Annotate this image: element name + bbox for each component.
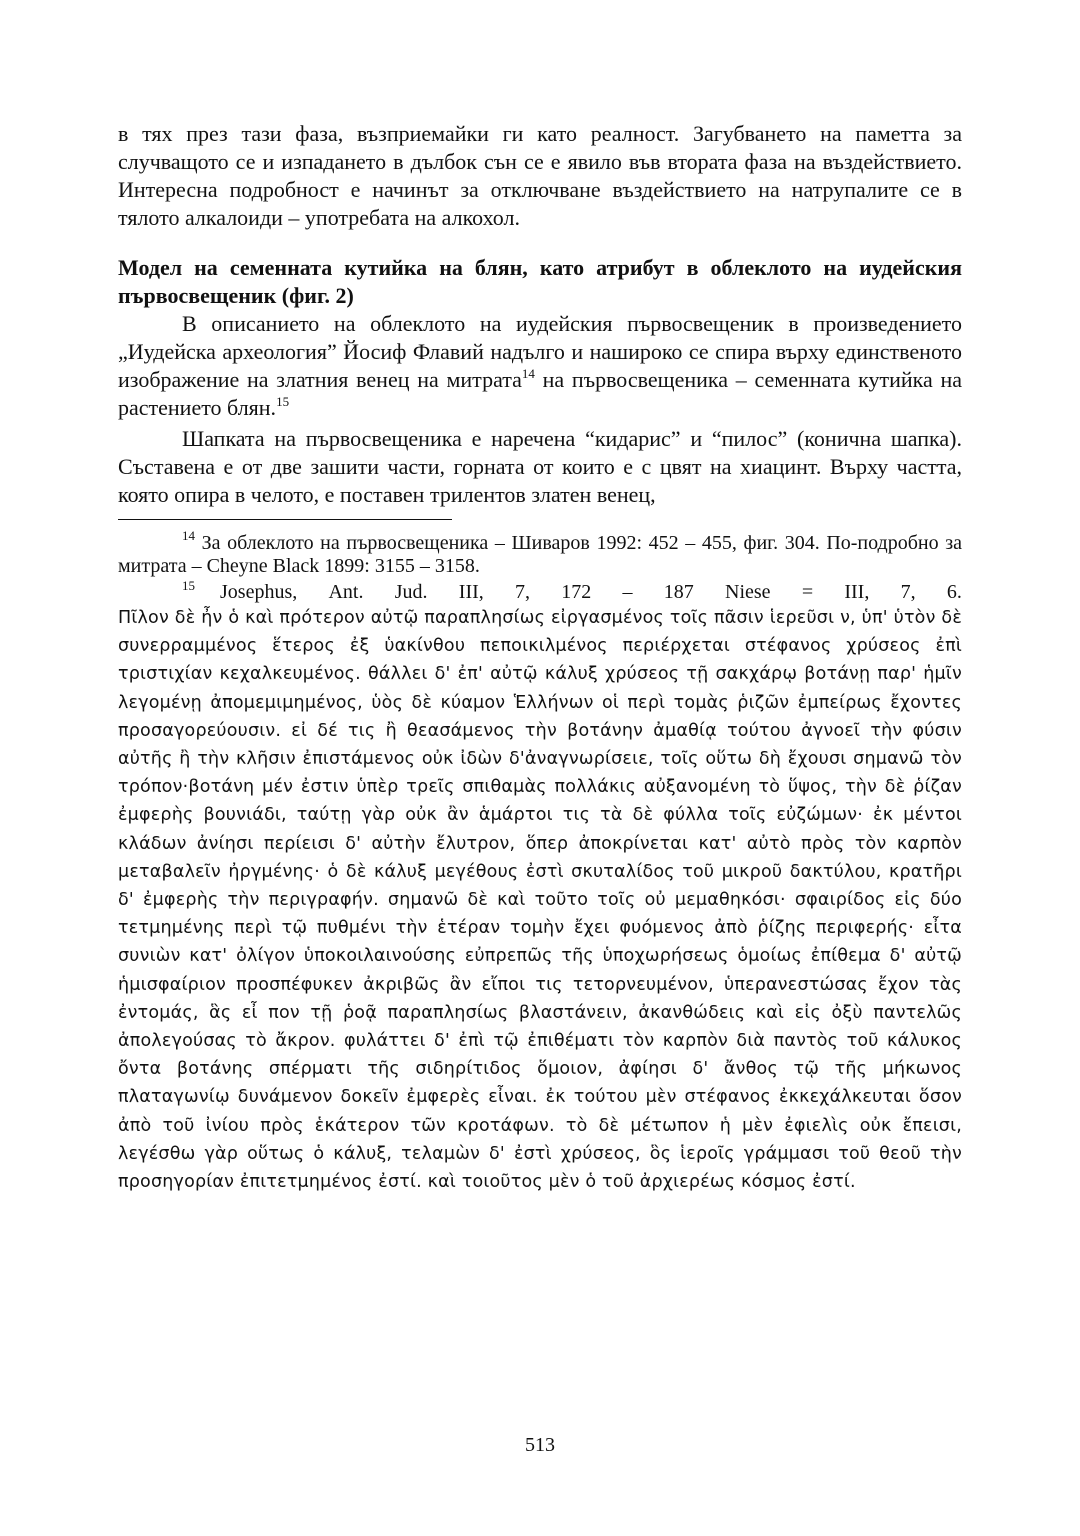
footnote-citation-part: 7, — [900, 581, 916, 603]
footnote-number: 15 — [182, 578, 195, 593]
footnote-15-greek-text: Πῖλον δὲ ἦν ὁ καὶ πρότερον αὐτῷ παραπλησίως εἰργασμένος τοῖς πᾶσιν ἱερεῦσι ν, ὑπ' ὑτὸν δὲ συνερραμμένος ἕτερος ἐξ ὑακίνθου πεποικιλμένος περιέρχεται στέφανος χρύσεος ἐπὶ τριστιχίαν κεχαλκευμένος. θάλλει δ' ἐπ' αὐτῷ κάλυξ χρύσεος τῇ σακχάρῳ βοτάνῃ παρ' ἡμῖν λεγομένῃ ἀπομεμιμημένος, ὑὸς δὲ κύαμον Ἑλλήνων οἱ περὶ τομὰς ῥιζῶν ἐμπείρως ἔχοντες προσαγορεύουσιν. εἰ δέ τις ἢ θεασάμενος τὴν βοτάνην ἀμαθίᾳ τούτου ἀγνοεῖ τὴν φύσιν αὐτῆς ἢ τὴν κλῆσιν ἐπιστάμενος οὐκ ἰδὼν δ'ἀναγνωρίσειε, τοῖς οὕτω δὴ ἔχουσι σημανῶ τὸν τρόπον·βοτάνη μέν ἐστιν ὑπὲρ τρεῖς σπιθαμὰς πολλάκις αὐξανομένη τὸ ὕψος, τὴν δὲ ῥίζαν ἐμφερὴς βουνιάδι, ταύτῃ γὰρ οὐκ ἂν ἁμάρτοι τις τὰ δὲ φύλλα τοῖς εὐζώμων· ἐκ μέντοι κλάδων ἀνίησι περίεισι δ' αὐτὴν ἔλυτρον, ὅπερ ἀποκρίνεται κατ' αὐτὸ πρὸς τὸν καρπὸν μεταβαλεῖν ἠργμένης· ὁ δὲ κάλυξ μεγέθους ἐστὶ σκυταλίδος τοῦ μικροῦ δακτύλου, κρατῆρι δ' ἐμφερὴς τὴν περιγραφήν. σημανῶ δὲ καὶ τοῦτο τοῖς οὐ μεμαθηκόσι· σφαιρίδος εἰς δύο τετμημένης περὶ τῷ πυθμένι τὴν ἑτέραν τομὴν ἔχει φυόμενος ἀπὸ ῥίζης περιφερής· εἶτα συνιὼν κατ' ὀλίγον ὑποκοιλαινούσης εὐπρεπῶς τῆς ὑποχωρήσεως ὁμοίως ἐπίθεμα δ' αὐτῷ ἡμισφαίριον προσπέφυκεν ἀκριβῶς ἂν εἴποι τις τετορνευμένον, ὑπερανεστώσας ἔχον τὰς ἐντομάς, ἃς εἶ πον τῇ ῥοᾷ παραπλησίως βλαστάνειν, ἀκανθώδεις καὶ εἰς ὀξὺ παντελῶς ἀπολεγούσας τὸ ἄκρον. φυλάττει δ' ἐπὶ τῷ ἐπιθέματι τὸν καρπὸν διὰ παντὸς τοῦ κάλυκος ὄντα βοτάνης σπέρματι τῆς σιδηρίτιδος ὅμοιον, ἀφίησι δ' ἄνθος τῷ τῆς μήκωνος πλαταγωνίῳ δυνάμενον δοκεῖν ἐμφερὲς εἶναι. ἐκ τούτου μὲν στέφανος ἐκκεχάλκευται ὅσον ἀπὸ τοῦ ἰνίου πρὸς ἑκάτερον τῶν κροτάφων. τὸ δὲ μέτωπον ἡ μὲν ἐφιελὶς οὐκ ἔπεισι, λεγέσθω γὰρ οὕτως ὁ κάλυξ, τελαμὼν δ' ἐστὶ χρύσεος, ὃς ἱεροῖς γράμμασι τοῦ θεοῦ τὴν προσηγορίαν ἐπιτετμημένος ἐστί. καὶ τοιοῦτος μὲν ὁ τοῦ ἀρχιερέως κόσμος ἐστί. — [118, 608, 962, 1193]
paragraph-text: В описанието на облеклото на иудейския първосвещеник в произведението „Иудейска археология” Йосиф Флавий надълго и нашироко се спира върху единственото изображение на златния венец на митрата — [118, 311, 962, 392]
footnote-citation-part: 172 — [561, 581, 592, 603]
footnote-14 — [118, 528, 962, 578]
footnote-citation-part: – — [622, 581, 633, 603]
page-body — [118, 120, 962, 1196]
footnote-separator — [118, 519, 452, 520]
footnote-number: 14 — [182, 528, 195, 543]
footnote-text: За облеклото на първосвещеника – Шиваров 1992: 452 – 455, фиг. 304. По-подробно за митрата – Cheyne Black 1899: 3155 – 3158. — [118, 532, 962, 577]
footnote-citation-part: Ant. — [328, 581, 364, 603]
footnote-citation-part: $^{15}$ Josephus, — [182, 578, 298, 603]
footnote-citation-part: = — [801, 581, 814, 603]
footnote-citation-part: 6. — [946, 581, 962, 603]
intro-paragraph: в тях през тази фаза, възприемайки ги като реалност. Загубването на паметта за случващото се и изпадането в дълбок сън се е явило във втората фаза на въздействието. Интересна подробност е начинът за отключване въздействието на натрупалите се в тялото алкалоиди – употребата на алкохол. — [118, 121, 962, 230]
footnote-citation-part: Niese — [725, 581, 771, 603]
footnote-citation-part: 7, — [515, 581, 531, 603]
section-paragraph-1 — [118, 310, 962, 422]
footnote-ref-14[interactable]: 14 — [521, 366, 535, 381]
section-paragraph-2: Шапката на първосвещеника е наречена “кидарис” и “пилос” (конична шапка). Съставена е от две зашити части, горната от които е с цвят на хиацинт. Върху частта, която опира в челото, е поставен трилентов златен венец, — [118, 426, 962, 507]
page-number: 513 — [525, 1434, 555, 1456]
footnote-citation-part: Jud. — [394, 581, 428, 603]
footnote-ref-15[interactable]: 15 — [276, 394, 290, 409]
footnote-citation-part: III, — [458, 581, 484, 603]
paragraph-text: на първосвещеника – семенната кутийка на растението блян. — [118, 367, 963, 420]
section-heading: Модел на семенната кутийка на блян, като атрибут в облеклото на иудейския първосвещеник (фиг. 2) — [118, 255, 962, 308]
footnote-citation-part: 187 — [663, 581, 694, 603]
footnote-citation-part: III, — [844, 581, 870, 603]
footnote-15-citation — [118, 580, 962, 604]
